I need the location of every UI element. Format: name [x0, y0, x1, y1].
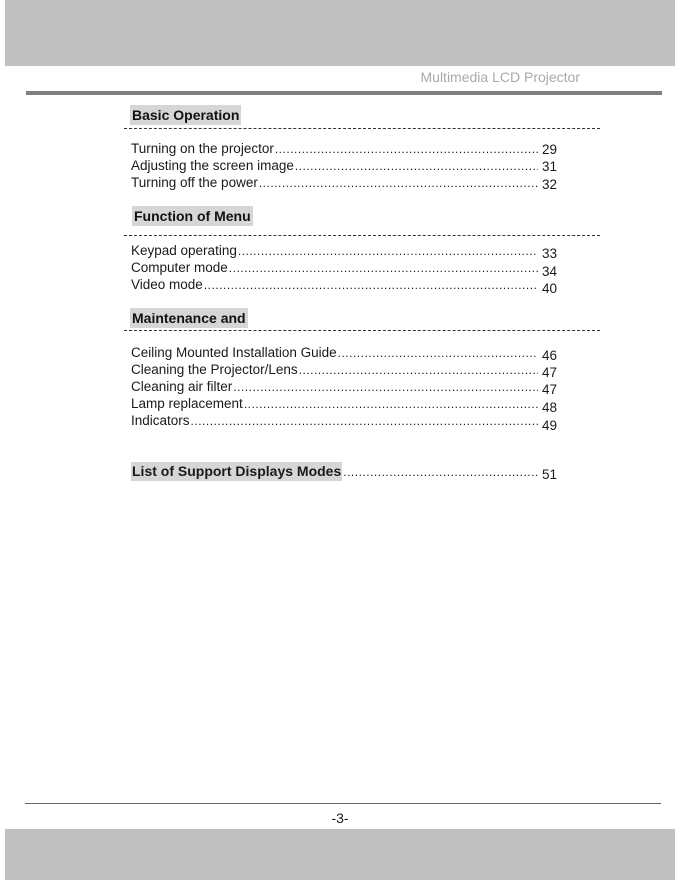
dot-leader: [244, 396, 538, 412]
toc-entry-label: Cleaning air filter: [131, 379, 233, 394]
toc-entry-label: List of Support Displays Modes: [132, 463, 342, 479]
section-divider: [124, 128, 600, 129]
section-divider: [124, 330, 600, 331]
toc-page-number: 34: [542, 264, 558, 279]
dot-leader: [343, 463, 538, 481]
dot-leader: [204, 277, 538, 293]
toc-entry[interactable]: [131, 157, 538, 174]
toc-page-number: 46: [542, 348, 558, 363]
toc-entry-label: Cleaning the Projector/Lens: [131, 362, 298, 377]
section-divider: [124, 235, 600, 236]
toc-entry[interactable]: [131, 276, 538, 293]
toc-page-number: 47: [542, 365, 558, 380]
toc-entry-label: Indicators: [131, 413, 190, 428]
section-heading-function-of-menu: Function of Menu: [134, 208, 251, 224]
toc-entry-label: Keypad operating: [131, 243, 237, 258]
toc-page-number: 33: [542, 246, 558, 261]
toc-page-number: 29: [542, 142, 558, 157]
toc-entry-label: Computer mode: [131, 260, 228, 275]
toc-entry-support-display-modes[interactable]: [131, 462, 538, 481]
dot-leader: [295, 158, 538, 174]
dot-leader: [299, 362, 538, 378]
dot-leader: [275, 141, 538, 157]
dot-leader: [238, 243, 538, 259]
section-heading-basic-operation: Basic Operation: [132, 107, 240, 123]
toc-entry[interactable]: [131, 378, 538, 395]
top-gray-band: [5, 0, 675, 66]
dot-leader: [233, 379, 538, 395]
toc-entry-label: Adjusting the screen image: [131, 158, 294, 173]
toc-entry-label: Lamp replacement: [131, 396, 243, 411]
section-heading-maintenance: Maintenance and: [132, 310, 246, 326]
toc-page-number: 49: [542, 418, 558, 433]
toc-page-number: 32: [542, 177, 558, 192]
toc-entry-label: Ceiling Mounted Installation Guide: [131, 345, 337, 360]
bottom-gray-band: [5, 829, 675, 880]
toc-page-number: 48: [542, 400, 558, 415]
dot-leader: [229, 260, 538, 276]
toc-entry-label: Turning off the power: [131, 175, 258, 190]
footer-rule: [25, 803, 661, 804]
toc-page-number: 51: [542, 467, 558, 482]
dot-leader: [338, 345, 538, 361]
toc-entry[interactable]: [131, 259, 538, 276]
document-header-title: Multimedia LCD Projector: [420, 69, 580, 85]
toc-entry[interactable]: [131, 344, 538, 361]
dot-leader: [191, 413, 538, 429]
toc-page-number: 47: [542, 382, 558, 397]
toc-entry[interactable]: [131, 242, 538, 259]
header-rule: [26, 91, 662, 95]
toc-entry[interactable]: [131, 361, 538, 378]
toc-entry[interactable]: [131, 395, 538, 412]
toc-entry[interactable]: [131, 174, 538, 191]
toc-entry[interactable]: [131, 412, 538, 429]
toc-entry[interactable]: [131, 140, 538, 157]
toc-page-number: 31: [542, 159, 558, 174]
toc-entry-label: Turning on the projector: [131, 141, 274, 156]
toc-entry-label: Video mode: [131, 277, 203, 292]
footer-page-number: -3-: [331, 810, 349, 826]
toc-page-number: 40: [542, 281, 558, 296]
dot-leader: [259, 175, 538, 191]
